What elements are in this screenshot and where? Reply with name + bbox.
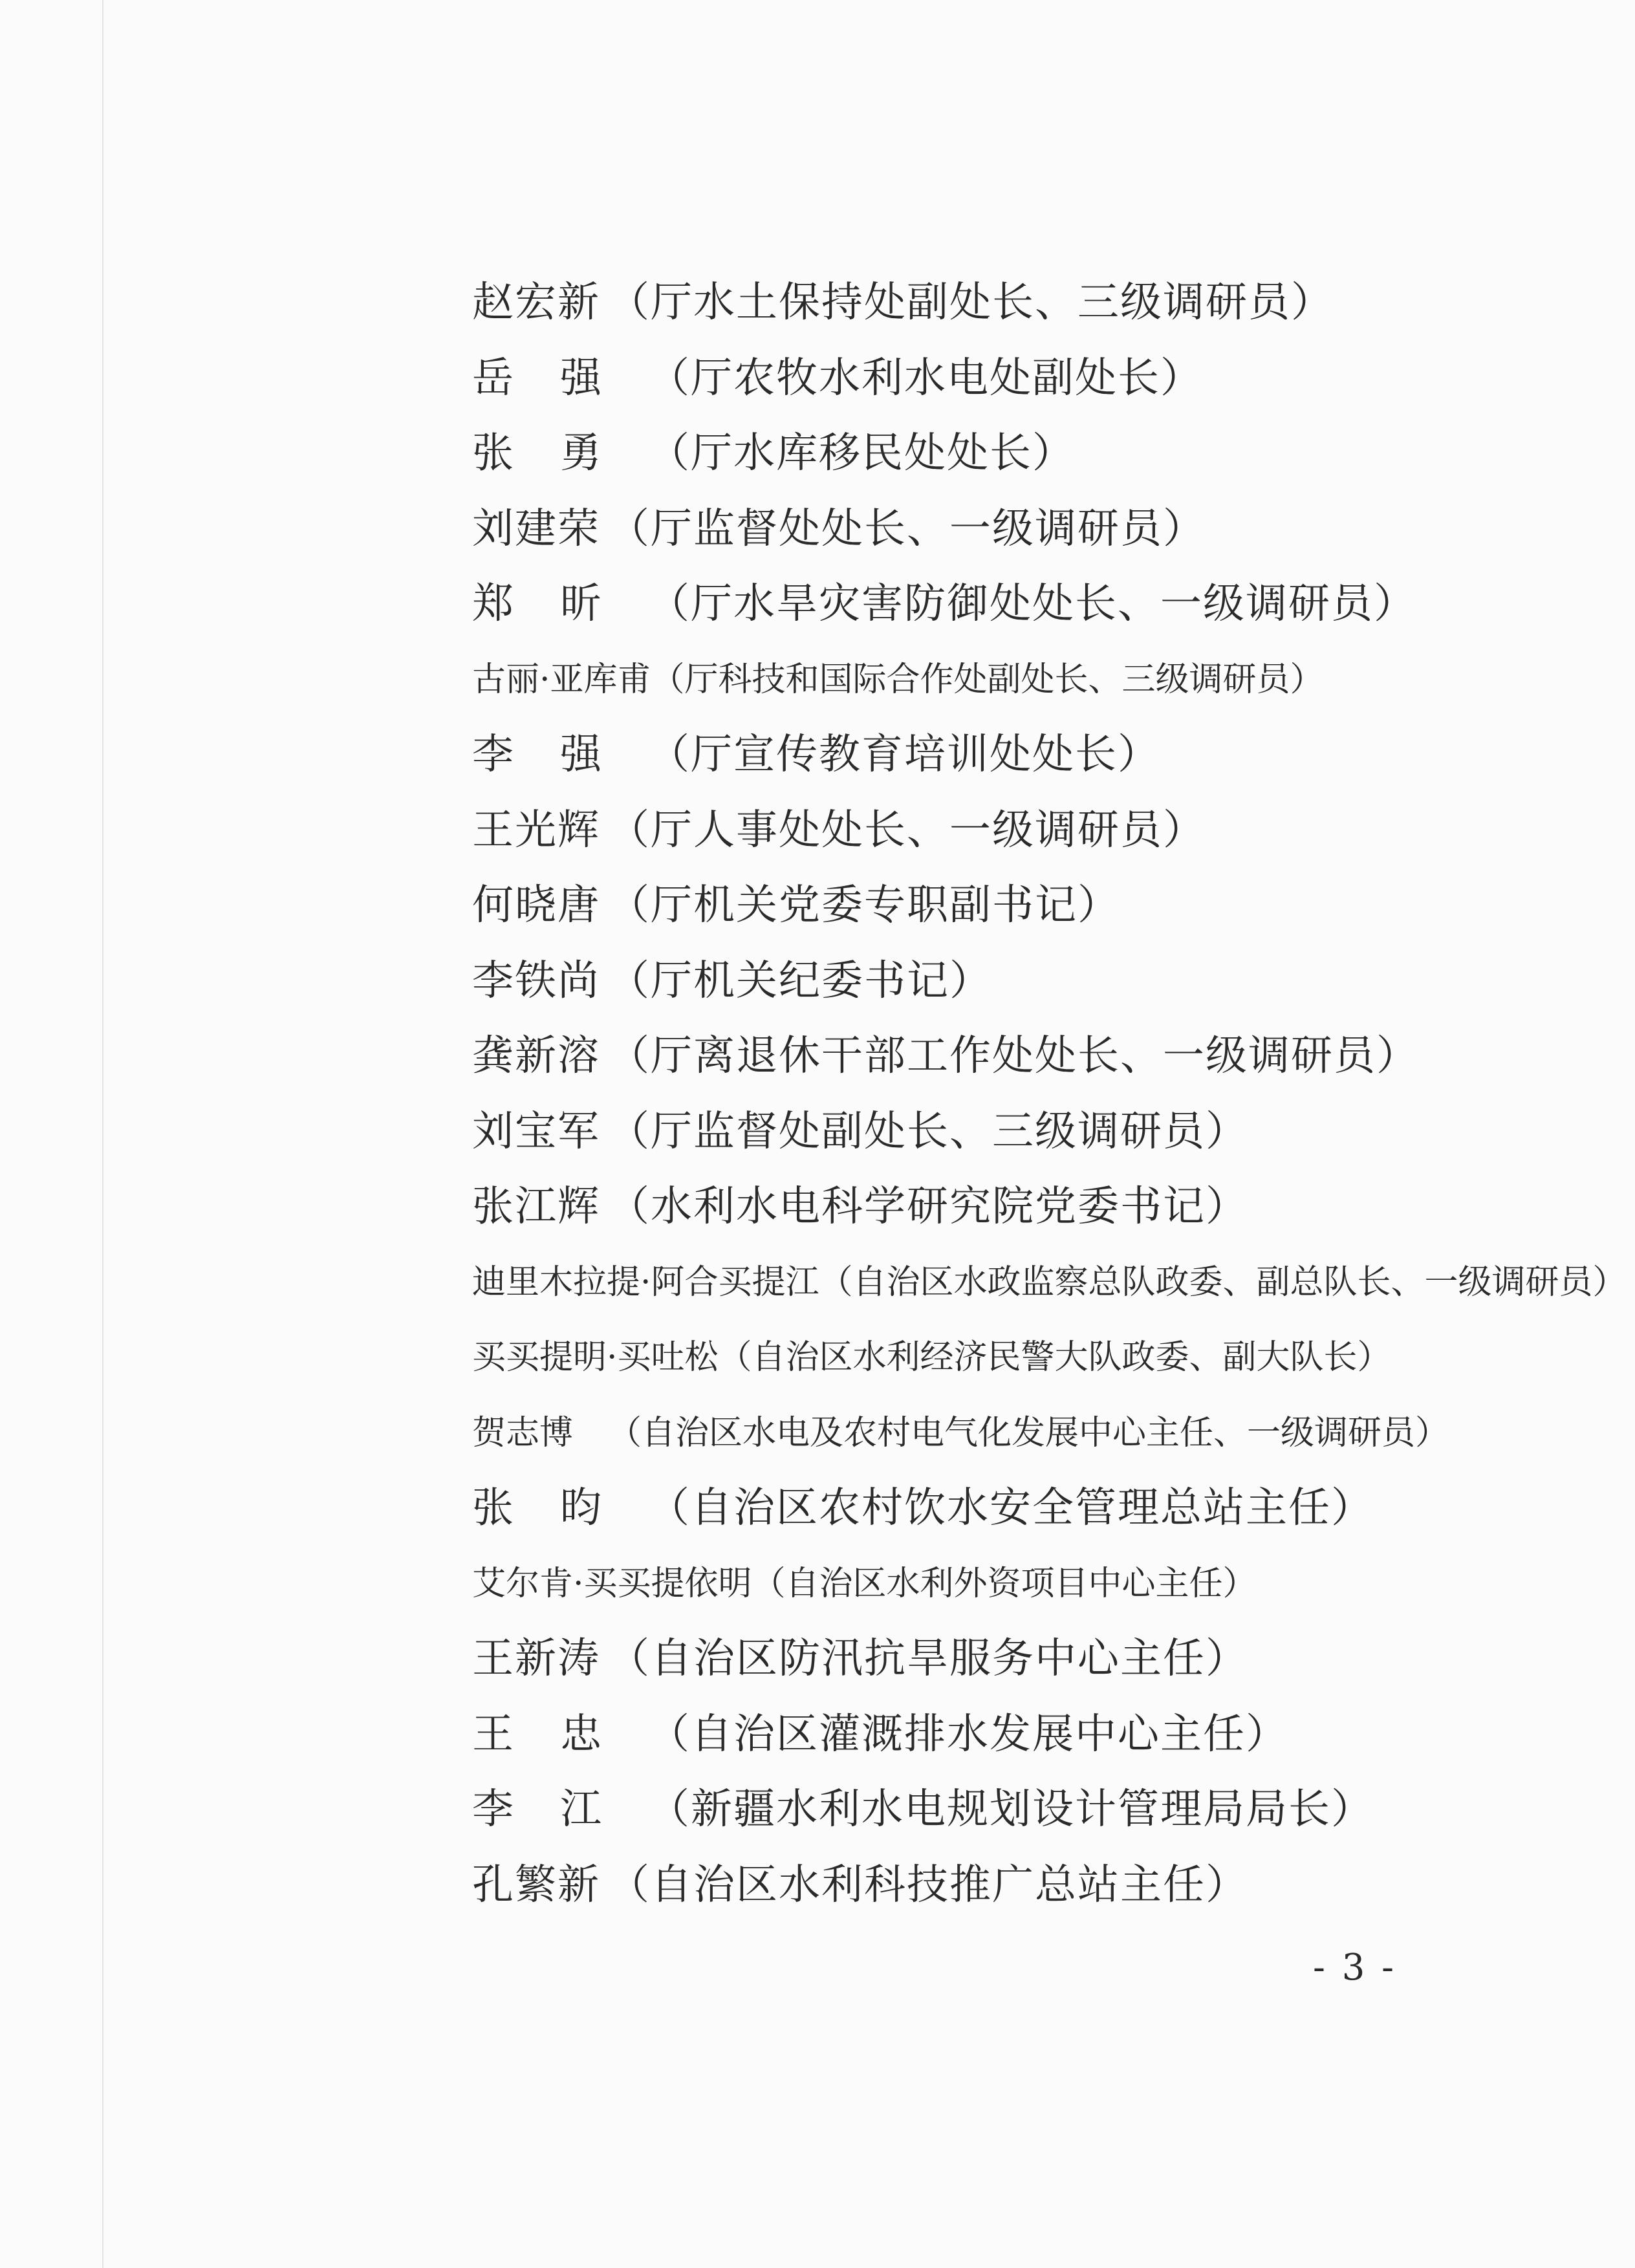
- member-list: [472, 265, 1627, 1923]
- member-role: （自治区水利科技推广总站主任）: [608, 1861, 1248, 1909]
- member-role: （厅人事处处长、一级调研员）: [608, 806, 1206, 854]
- member-role: （自治区水政监察总队政委、副总队长、一级调研员）: [819, 1262, 1627, 1302]
- member-name: 孔繁新: [472, 1861, 600, 1909]
- member-name: 贺志博: [472, 1413, 574, 1453]
- member-name: 古丽·亚库甫: [472, 660, 651, 699]
- member-name: 刘宝军: [472, 1107, 600, 1156]
- member-role: （自治区防汛抗旱服务中心主任）: [608, 1635, 1248, 1683]
- member-role: （厅科技和国际合作处副处长、三级调研员）: [651, 660, 1324, 699]
- member-role: （自治区灌溉排水发展中心主任）: [648, 1710, 1288, 1758]
- member-name: 岳强: [472, 354, 648, 402]
- member-role: （水利水电科学研究院党委书记）: [608, 1183, 1248, 1231]
- list-item: [472, 793, 1572, 869]
- list-item: [472, 1169, 1572, 1245]
- list-item: [472, 416, 1572, 491]
- member-name: 龚新溶: [472, 1032, 600, 1080]
- member-name: 张昀: [472, 1484, 648, 1532]
- member-name: 李铁尚: [472, 956, 600, 1005]
- page-edge-shadow: [102, 0, 103, 2268]
- member-role: （自治区水电及农村电气化发展中心主任、一级调研员）: [608, 1413, 1449, 1453]
- list-item: [472, 1245, 1627, 1321]
- list-item: [472, 1546, 1572, 1622]
- member-name: 王光辉: [472, 806, 600, 854]
- member-name: 艾尔肯·买买提依明: [472, 1564, 752, 1603]
- member-role: （厅离退休干部工作处处长、一级调研员）: [608, 1032, 1419, 1080]
- list-item: [472, 1019, 1572, 1094]
- list-item: [472, 1772, 1572, 1848]
- member-role: （厅监督处处长、一级调研员）: [608, 504, 1206, 553]
- member-role: （厅水库移民处处长）: [648, 429, 1075, 477]
- member-name: 买买提明·买吐松: [472, 1338, 719, 1377]
- member-name: 张勇: [472, 429, 648, 477]
- list-item: [472, 1094, 1572, 1170]
- list-item: [472, 1848, 1572, 1923]
- list-item: [472, 1320, 1572, 1396]
- member-name: 王忠: [472, 1710, 648, 1758]
- member-role: （新疆水利水电规划设计管理局局长）: [648, 1786, 1374, 1833]
- member-role: （自治区水利经济民警大队政委、副大队长）: [718, 1338, 1391, 1377]
- member-name: 赵宏新: [472, 279, 600, 327]
- member-name: 张江辉: [472, 1183, 600, 1231]
- member-name: 何晓唐: [472, 881, 600, 929]
- member-role: （厅水旱灾害防御处处长、一级调研员）: [648, 580, 1416, 628]
- member-name: 王新涛: [472, 1635, 600, 1683]
- member-name: 李强: [472, 731, 648, 779]
- list-item: [472, 868, 1572, 944]
- member-role: （厅农牧水利水电处副处长）: [648, 354, 1203, 402]
- member-role: （自治区农村饮水安全管理总站主任）: [648, 1484, 1374, 1532]
- list-item: [472, 1697, 1572, 1773]
- list-item: [472, 642, 1572, 718]
- page-number: - 3 -: [1313, 1947, 1397, 1989]
- member-role: （厅水土保持处副处长、三级调研员）: [608, 279, 1334, 327]
- member-role: （自治区水利外资项目中心主任）: [752, 1564, 1257, 1603]
- list-item: [472, 567, 1572, 642]
- member-name: 刘建荣: [472, 504, 600, 553]
- member-role: （厅监督处副处长、三级调研员）: [608, 1107, 1248, 1156]
- list-item: [472, 491, 1572, 567]
- member-name: 迪里木拉提·阿合买提江: [472, 1262, 819, 1302]
- member-name: 郑昕: [472, 580, 648, 628]
- member-role: （厅机关党委专职副书记）: [608, 881, 1120, 929]
- member-name: 李江: [472, 1786, 648, 1833]
- list-item: [472, 1396, 1572, 1471]
- list-item: [472, 341, 1572, 416]
- list-item: [472, 1621, 1572, 1697]
- list-item: [472, 265, 1572, 341]
- list-item: [472, 944, 1572, 1019]
- member-role: （厅宣传教育培训处处长）: [648, 731, 1160, 779]
- list-item: [472, 1471, 1572, 1546]
- list-item: [472, 717, 1572, 793]
- member-role: （厅机关纪委书记）: [608, 956, 992, 1005]
